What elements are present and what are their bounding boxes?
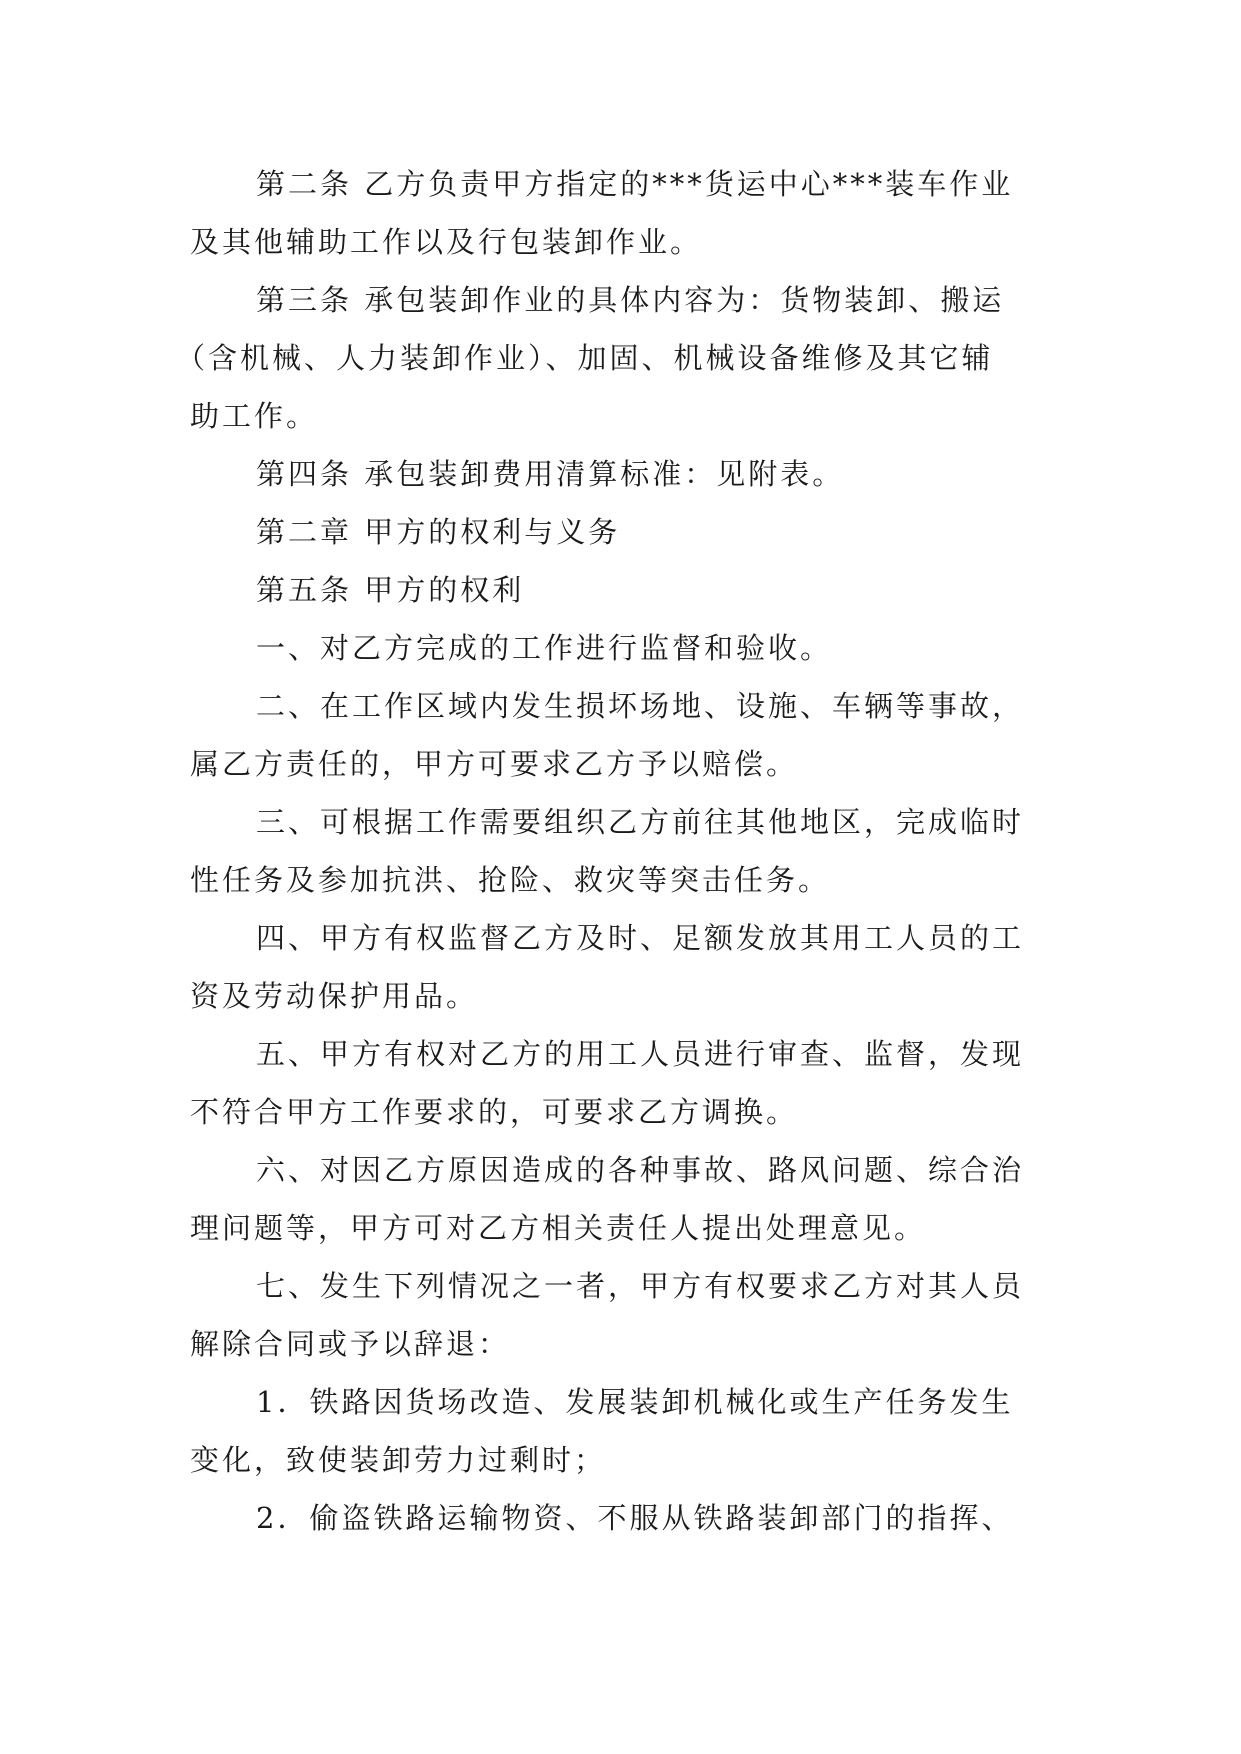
text-line: 七、发生下列情况之一者，甲方有权要求乙方对其人员 [256,1269,1025,1303]
text-line: 及其他辅助工作以及行包装卸作业。 [190,225,703,259]
text-line: 不符合甲方工作要求的，可要求乙方调换。 [190,1095,799,1129]
paragraph-article-3 [176,271,1050,445]
text-line: 助工作。 [190,399,319,433]
text-line: （含机械、人力装卸作业）、加固、机械设备维修及其它辅 [176,341,994,375]
text-line: 第四条 承包装卸费用清算标准：见附表。 [256,457,845,491]
list-item-1 [190,619,1050,677]
list-item-3 [190,793,1050,909]
text-line: 1．铁路因货场改造、发展装卸机械化或生产任务发生 [256,1385,1014,1419]
text-line: 属乙方责任的，甲方可要求乙方予以赔偿。 [190,747,799,781]
text-line: 理问题等，甲方可对乙方相关责任人提出处理意见。 [190,1211,927,1245]
chapter-heading [190,503,1050,561]
sub-item-1 [190,1373,1050,1489]
text-line: 二、在工作区域内发生损坏场地、设施、车辆等事故， [256,689,1025,723]
text-line: 性任务及参加抗洪、抢险、救灾等突击任务。 [190,863,831,897]
text-line: 第五条 甲方的权利 [256,573,525,607]
text-line: 变化，致使装卸劳力过剩时； [190,1443,607,1477]
text-line: 四、甲方有权监督乙方及时、足额发放其用工人员的工 [256,921,1025,955]
paragraph-article-2 [190,155,1050,271]
list-item-4 [190,909,1050,1025]
text-line: 三、可根据工作需要组织乙方前往其他地区，完成临时 [256,805,1025,839]
list-item-5 [190,1025,1050,1141]
text-line: 第二条 乙方负责甲方指定的***货运中心***装车作业 [256,167,1014,201]
list-item-7 [190,1257,1050,1373]
list-item-6 [190,1141,1050,1257]
text-line: 2．偷盗铁路运输物资、不服从铁路装卸部门的指挥、 [256,1501,1014,1535]
list-item-2 [190,677,1050,793]
paragraph-article-4 [190,445,1050,503]
sub-item-2 [190,1489,1050,1547]
text-line: 资及劳动保护用品。 [190,979,479,1013]
text-line: 解除合同或予以辞退： [190,1327,511,1361]
text-line: 第三条 承包装卸作业的具体内容为：货物装卸、搬运 [256,283,1005,317]
text-line: 六、对因乙方原因造成的各种事故、路风问题、综合治 [256,1153,1025,1187]
text-line: 第二章 甲方的权利与义务 [256,515,621,549]
text-line: 一、对乙方完成的工作进行监督和验收。 [256,631,833,665]
text-line: 五、甲方有权对乙方的用工人员进行审查、监督，发现 [256,1037,1025,1071]
paragraph-article-5 [190,561,1050,619]
document-body [176,155,1050,1547]
